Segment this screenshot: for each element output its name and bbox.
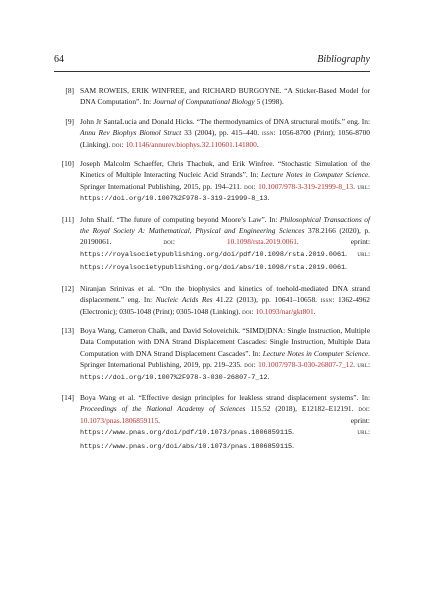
entry-text-part: . Springer International Publishing, 2019, pp. 219–235. [80, 348, 370, 370]
entry-text-part: Niranjan Srinivas et al. “On the biophysics and kinetics of toehold-mediated DNA strand displacement.” eng. In: [80, 283, 370, 305]
entry-text [80, 85, 370, 108]
field-label: issn [320, 295, 333, 305]
url-link[interactable]: https://www.pnas.org/doi/pdf/10.1073/pnas.1806859115 [80, 429, 293, 438]
entry-text-part: Joseph Malcolm Schaeffer, Chris Thachuk, and Erik Winfree. “Stochastic Simulation of the Kinetics of Multiple Interacting Nucleic Acid Strands”. In: [80, 159, 370, 180]
header-rule [54, 71, 370, 72]
field-label: issn [262, 128, 274, 138]
entry-text [80, 116, 370, 150]
entry-text-part: 378.2166 (2020), p. 20190061. [80, 226, 371, 247]
entry-text-part: SAM ROWEIS, ERIK WINFREE, and RICHARD BURGOYNE. “A Sticker-Based Model for DNA Computation”. In: [80, 86, 370, 107]
entry-label: [11] [61, 214, 74, 224]
field-label: url [357, 181, 368, 191]
bib-entry-9 [54, 116, 370, 150]
entry-text [80, 325, 370, 384]
entry-text-part: Boya Wang, Cameron Chalk, and David Soloveichik. “SIMD||DNA: Single Instruction, Multiple Data Computation with DNA Strand Displacement Cascades: Single Instruction, Multiple Data Computation with DNA Strand Displacement Cascades”. In: [80, 325, 370, 358]
entry-label: [14] [61, 392, 74, 402]
entry-text-part: . [267, 193, 270, 203]
field-label: url [357, 360, 368, 370]
entry-text-part: . [292, 427, 358, 437]
entry-label: [13] [61, 325, 74, 335]
entry-label: [12] [61, 283, 74, 293]
bib-entry-12 [54, 283, 370, 317]
entry-text-part: : [367, 181, 371, 191]
venue-title: Journal of Computational Biology [153, 97, 255, 107]
entry-text-part: . [345, 262, 347, 272]
entry-text-part: . Springer International Publishing, 2015, pp. 194–211. [80, 170, 370, 191]
entry-text-part: : [253, 360, 259, 370]
entry-label: [9] [65, 116, 74, 126]
bib-entry-10 [54, 158, 370, 206]
entry-text-part: : [367, 248, 370, 258]
venue-title: Proceedings of the National Academy of Sciences [80, 404, 246, 414]
entry-text [80, 392, 370, 453]
entry-text-part: . [313, 306, 316, 316]
entry-text-part: 5 (1998). [254, 97, 284, 107]
url-link[interactable]: https://royalsocietypublishing.org/doi/abs/10.1098/rsta.2019.0061 [80, 264, 346, 273]
entry-text [80, 158, 370, 206]
entry-text [80, 283, 370, 317]
entry-text-part: John Shalf. “The future of computing beyond Moore’s Law”. In: [80, 214, 280, 224]
field-label: doi [244, 181, 254, 191]
entry-text [80, 214, 370, 275]
venue-title: Lecture Notes in Computer Science [262, 348, 369, 358]
venue-title: Lecture Notes in Computer Science [260, 170, 369, 180]
entry-text-part: . eprint: [158, 415, 370, 425]
entry-text-part: : [121, 139, 126, 149]
entry-text-part: 41.22 (2013), pp. 10641–10658. [212, 295, 321, 305]
field-label: doi [242, 306, 252, 316]
url-link[interactable]: https://doi.org/10.1007%2F978-3-030-26807-7_12 [80, 373, 268, 382]
field-label: doi [163, 237, 173, 247]
entry-text-part: John Jr SantaLucia and Donald Hicks. “The thermodynamics of DNA structural motifs.” eng. In: [80, 116, 370, 126]
entry-text-part: . [292, 440, 294, 450]
url-link[interactable]: https://doi.org/10.1007%2F978-3-319-21999-8_13 [80, 195, 268, 204]
page-number: 64 [54, 54, 64, 65]
running-title: Bibliography [317, 54, 370, 65]
field-label: doi [244, 360, 254, 370]
url-link[interactable]: https://royalsocietypublishing.org/doi/pdf/10.1098/rsta.2019.0061 [80, 250, 346, 259]
bib-entry-11 [54, 214, 370, 275]
entry-text-part: : [253, 181, 259, 191]
entry-text-part: : 1362-4962 (Electronic); 0305-1048 (Print); 0305-1048 (Linking). [80, 295, 370, 316]
doi-link[interactable]: 10.1093/nar/gkt801 [255, 306, 314, 316]
doi-link[interactable]: 10.1007/978-3-319-21999-8_13 [258, 181, 354, 191]
doi-link[interactable]: 10.1146/annurev.biophys.32.110601.141800 [125, 139, 257, 149]
venue-title: Philosophical Transactions of the Royal Society A: Mathematical, Physical and Engineering Sciences [80, 214, 370, 236]
entry-text-part: : [367, 427, 370, 437]
bib-entry-14 [54, 392, 370, 453]
entry-text-part: . [353, 360, 358, 370]
doi-link[interactable]: 10.1073/pnas.1806859115 [80, 415, 159, 425]
entry-text-part: . [267, 371, 270, 381]
doi-link[interactable]: 10.1098/rsta.2019.0061 [226, 237, 297, 247]
entry-label: [8] [65, 86, 74, 95]
field-label: doi [358, 404, 368, 414]
entry-text-part: . eprint: [296, 237, 370, 247]
venue-title: Nucleic Acids Res [155, 295, 213, 305]
field-label: url [357, 427, 368, 437]
entry-text-part: . [345, 248, 358, 258]
entry-label: [10] [61, 159, 74, 169]
bibliography-list [54, 85, 370, 461]
entry-text-part: Boya Wang et al. “Effective design principles for leakless strand displacement systems”. In: [80, 392, 370, 402]
entry-text-part: 115.52 (2018), E12182–E12191. [245, 404, 359, 414]
entry-text-part: 33 (2004), pp. 415–440. [181, 128, 263, 138]
entry-text-part: : [251, 306, 256, 316]
field-label: url [357, 248, 368, 258]
doi-link[interactable]: 10.1007/978-3-030-26807-7_12 [258, 360, 354, 370]
field-label: doi [112, 139, 122, 149]
entry-text-part: : [367, 404, 370, 414]
entry-text-part: : 1056-8700 (Print); 1056-8700 (Linking). [80, 128, 370, 149]
bib-entry-8 [54, 85, 370, 108]
entry-text-part: : [367, 360, 370, 370]
url-link[interactable]: https://www.pnas.org/doi/abs/10.1073/pnas.1806859115 [80, 442, 293, 451]
entry-text-part: : [172, 237, 227, 247]
venue-title: Annu Rev Biophys Biomol Struct [80, 128, 182, 138]
page-header [54, 54, 370, 68]
entry-text-part: . [256, 139, 259, 149]
bib-entry-13 [54, 325, 370, 384]
entry-text-part: . [353, 181, 358, 191]
